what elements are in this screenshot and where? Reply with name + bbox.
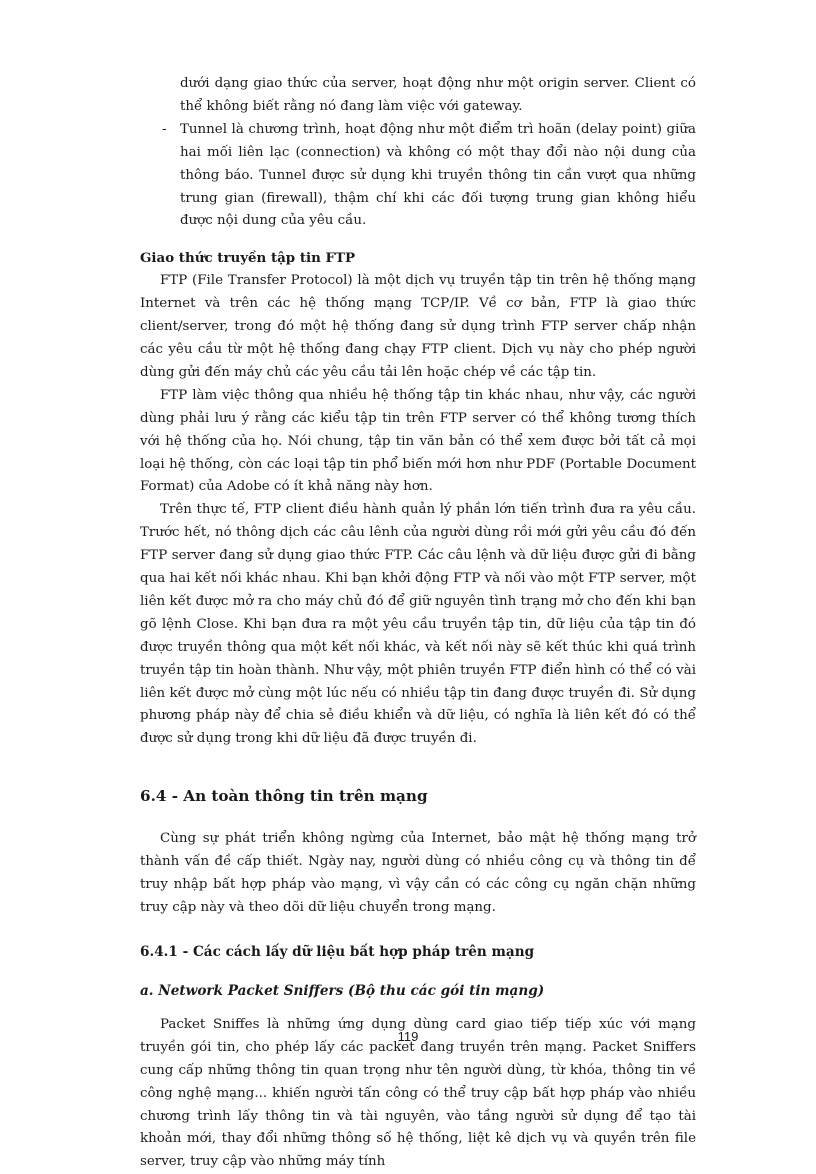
ftp-paragraph-3: Trên thực tế, FTP client điều hành quản lý phần lớn tiến trình đưa ra yêu cầu. Trước hết, nó thông dịch các câu lênh của người dùng rồi mới gửi yêu cầu đó đến FTP server đang sử dụng giao thức FTP. Các câu lệnh và dữ liệu được gửi đi bằng qua hai kết nối khác nhau. Khi bạn khởi động FTP và nối vào một FTP server, một liên kết được mở ra cho máy chủ đó để giữ nguyên tình trạng mở cho đến khi bạn gõ lệnh Close. Khi bạn đưa ra một yêu cầu truyền tập tin, dữ liệu của tập tin đó được truyền thông qua một kết nối khác, và kết nối này sẽ kết thúc khi quá trình truyền tập tin hoàn thành. Như vậy, một phiên truyền FTP điển hình có thể có vài liên kết được mở cùng một lúc nếu có nhiều tập tin đang được truyền đi. Sử dụng phương pháp này để chia sẻ điều khiển và dữ liệu, có nghĩa là liên kết đó có thể được sử dụng trong khi dữ liệu đã được truyền đi.: [140, 502, 696, 747]
page-number: 119: [397, 1029, 419, 1044]
ftp-heading: Giao thức truyền tập tin FTP: [140, 250, 356, 267]
section-6-4-heading: 6.4 - An toàn thông tin trên mạng: [140, 787, 428, 806]
ftp-paragraph-1: FTP (File Transfer Protocol) là một dịch vụ truyền tập tin trên hệ thống mạng Internet và trên các hệ thống mạng TCP/IP. Về cơ bản, FTP là giao thức client/server, trong đó một hệ thống đang sử dụng trình FTP server chấp nhận các yêu cầu từ một hệ thống đang chạy FTP client. Dịch vụ này cho phép người dùng gửi đến máy chủ các yêu cầu tải lên hoặc chép về các tập tin.: [140, 273, 696, 380]
section-6-4-paragraph: Cùng sự phát triển không ngừng của Internet, bảo mật hệ thống mạng trở thành vấn đề cấp thiết. Ngày nay, người dùng có nhiều công cụ và thông tin để truy nhập bất hợp pháp vào mạng, vì vậy cần có các công cụ ngăn chặn những truy cập này và theo dõi dữ liệu chuyển trong mạng.: [140, 831, 696, 915]
gateway-bullet-continuation: dưới dạng giao thức của server, hoạt động như một origin server. Client có thể không biết rằng nó đang làm việc với gateway.: [180, 76, 696, 114]
section-6-4-1-heading: 6.4.1 - Các cách lấy dữ liệu bất hợp pháp trên mạng: [140, 943, 535, 960]
page-content: [140, 73, 696, 1174]
tunnel-bullet-text: Tunnel là chương trình, hoạt động như một điểm trì hoãn (delay point) giữa hai mối liên lạc (connection) và không có một thay đổi nào nội dung của thông báo. Tunnel được sử dụng khi truyền thông tin cần vượt qua những trung gian (firewall), thậm chí khi các đối tượng trung gian không hiểu được nội dung của yêu cầu.: [180, 121, 696, 229]
tunnel-bullet: [140, 119, 696, 234]
ftp-paragraph-2: FTP làm việc thông qua nhiều hệ thống tập tin khác nhau, như vậy, các người dùng phải lưu ý rằng các kiểu tập tin trên FTP server có thể không tương thích với hệ thống của họ. Nói chung, tập tin văn bản có thể xem được bởi tất cả mọi loại hệ thống, còn các loại tập tin phổ biến mới hơn như PDF (Portable Document Format) của Adobe có ít khả năng này hơn.: [140, 387, 696, 495]
packet-sniffers-paragraph: Packet Sniffes là những ứng dụng dùng card giao tiếp tiếp xúc với mạng truyền gói tin, cho phép lấy các packet đang truyền trên mạng. Packet Sniffers cung cấp những thông tin quan trọng như tên người dùng, từ khóa, thông tin về công nghệ mạng... khiến người tấn công có thể truy cập bất hợp pháp vào nhiều chương trình lấy thông tin và tài nguyên, vào tầng người sử dụng để tạo tài khoản mới, thay đổi những thông số hệ thống, liệt kê dịch vụ và quyền trên file server, truy cập vào những máy tính: [140, 1016, 696, 1170]
bullet-dash: -: [162, 121, 167, 137]
packet-sniffers-subheading: a. Network Packet Sniffers (Bộ thu các gói tin mạng): [140, 982, 545, 999]
